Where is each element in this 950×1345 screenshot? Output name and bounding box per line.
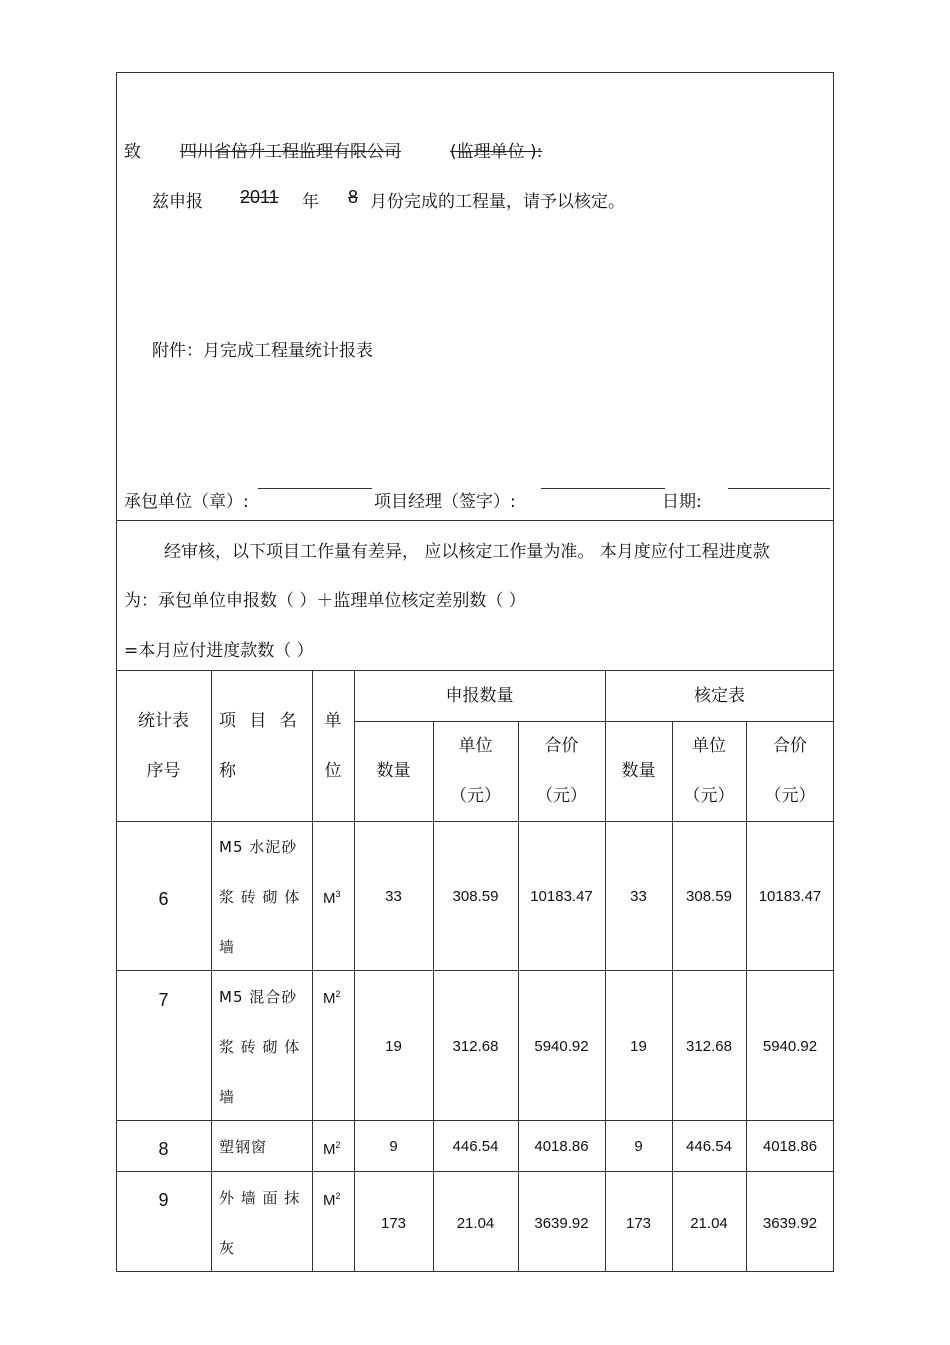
approved-qty: 19 — [630, 1038, 647, 1055]
row-name — [219, 822, 300, 972]
header-approved-total — [746, 721, 834, 821]
approved-qty: 173 — [625, 1215, 652, 1232]
declare-month: 8 — [348, 187, 359, 207]
header-name — [219, 696, 309, 796]
row-seq: 8 — [158, 1139, 169, 1159]
header-total-line2: （元） — [536, 786, 587, 806]
declared-price: 446.54 — [452, 1138, 499, 1155]
header-price-line1: 单位 — [458, 736, 493, 756]
row-unit-exp: 3 — [335, 889, 341, 899]
declared-qty: 33 — [385, 888, 402, 905]
approved-price: 312.68 — [686, 1038, 732, 1055]
declared-total: 4018.86 — [534, 1138, 589, 1155]
header-approved-group: 核定表 — [694, 685, 745, 706]
header-approved-qty: 数量 — [621, 761, 656, 781]
declared-price: 21.04 — [456, 1215, 495, 1232]
declared-qty: 19 — [385, 1038, 402, 1055]
contractor-signature-line — [258, 488, 372, 489]
row-name-line: 墙 — [219, 1088, 236, 1106]
row-seq: 6 — [158, 889, 169, 909]
year-label: 年 — [302, 192, 319, 212]
declared-total: 3639.92 — [534, 1215, 589, 1232]
row-name-line: M5 水泥砂 — [219, 838, 298, 856]
declared-total: 5940.92 — [534, 1038, 589, 1055]
row-unit-base: M — [323, 990, 336, 1007]
row-name-line: 墙 — [219, 938, 236, 956]
header-price-line1: 单位 — [692, 736, 726, 756]
row-name-line: 灰 — [219, 1239, 236, 1257]
header-declared-group: 申报数量 — [445, 685, 514, 706]
approved-price: 21.04 — [690, 1215, 728, 1232]
row-unit — [323, 1191, 341, 1209]
declared-qty: 173 — [380, 1215, 407, 1232]
header-name-line2: 称 — [219, 761, 240, 781]
row-name-line: 浆 砖 砌 体 — [219, 888, 301, 906]
row-name — [219, 1122, 267, 1172]
declared-qty: 9 — [389, 1138, 398, 1155]
supervisor-company: 四川省倍升工程监理有限公司 — [180, 142, 401, 162]
row-unit — [323, 889, 341, 907]
header-declared-qty: 数量 — [376, 761, 411, 781]
row-name-line: M5 混合砂 — [219, 988, 298, 1006]
declare-prefix: 兹申报 — [152, 192, 203, 212]
declare-year: 2011 — [240, 187, 279, 207]
row-name — [219, 972, 300, 1122]
row-unit-exp: 2 — [335, 1140, 341, 1150]
row-unit-base: M — [323, 1192, 336, 1209]
col-line — [211, 670, 212, 1271]
row-name-line: 外 墙 面 抹 — [219, 1189, 301, 1207]
date-line — [728, 488, 830, 489]
supervisor-suffix: (监理单位 ): — [450, 142, 543, 162]
approved-total: 3639.92 — [762, 1215, 818, 1232]
header-seq-line1: 统计表 — [138, 711, 189, 731]
contractor-label: 承包单位（章）: — [124, 492, 249, 512]
approved-price: 308.59 — [686, 888, 732, 905]
header-approved-price — [672, 721, 746, 821]
review-line-3: =本月应付进度款数（ ） — [124, 641, 314, 661]
declared-price: 312.68 — [452, 1038, 499, 1055]
row-unit-exp: 2 — [335, 989, 341, 999]
header-unit — [312, 696, 354, 796]
declared-price: 308.59 — [452, 888, 499, 905]
approved-total: 4018.86 — [762, 1138, 818, 1155]
manager-label: 项目经理（签字）: — [374, 492, 516, 512]
header-total-line2: （元） — [764, 786, 816, 806]
section-divider — [116, 520, 834, 521]
header-total-line1: 合价 — [544, 736, 579, 756]
approved-qty: 9 — [634, 1138, 643, 1155]
approved-total: 10183.47 — [758, 888, 822, 905]
header-declared-total — [518, 721, 605, 821]
header-price-line2: （元） — [683, 786, 735, 806]
row-name-line: 浆 砖 砌 体 — [219, 1038, 301, 1056]
attachment-note: 附件：月完成工程量统计报表 — [152, 341, 373, 361]
row-name — [219, 1173, 300, 1273]
approved-qty: 33 — [630, 888, 647, 905]
header-declared-price — [433, 721, 518, 821]
header-seq-line2: 序号 — [146, 761, 181, 781]
header-price-line2: （元） — [450, 786, 501, 806]
header-unit-line1: 单 — [324, 711, 342, 731]
declared-total: 10183.47 — [530, 888, 593, 905]
approved-total: 5940.92 — [762, 1038, 818, 1055]
row-unit-base: M — [323, 890, 336, 907]
date-label: 日期: — [662, 492, 702, 512]
review-line-1: 经审核，以下项目工作量有差异， 应以核定工作量为准。 本月度应付工程进度款 — [164, 542, 770, 562]
header-name-line1: 项 目 名 — [219, 711, 301, 731]
manager-signature-line — [541, 488, 665, 489]
row-seq: 9 — [158, 1190, 169, 1210]
row-unit-exp: 2 — [335, 1191, 341, 1201]
row-name-line: 塑钢窗 — [219, 1138, 268, 1156]
to-label: 致 — [124, 142, 141, 162]
row-unit — [323, 989, 341, 1007]
row-unit — [323, 1140, 341, 1158]
row-seq: 7 — [158, 990, 169, 1010]
header-seq — [116, 696, 211, 796]
approved-price: 446.54 — [686, 1138, 732, 1155]
review-line-2: 为：承包单位申报数（ ）＋监理单位核定差别数（ ） — [124, 591, 526, 611]
declare-suffix: 月份完成的工程量，请予以核定。 — [370, 192, 625, 212]
header-total-line1: 合价 — [773, 736, 807, 756]
header-unit-line2: 位 — [324, 761, 342, 781]
row-unit-base: M — [323, 1141, 336, 1158]
